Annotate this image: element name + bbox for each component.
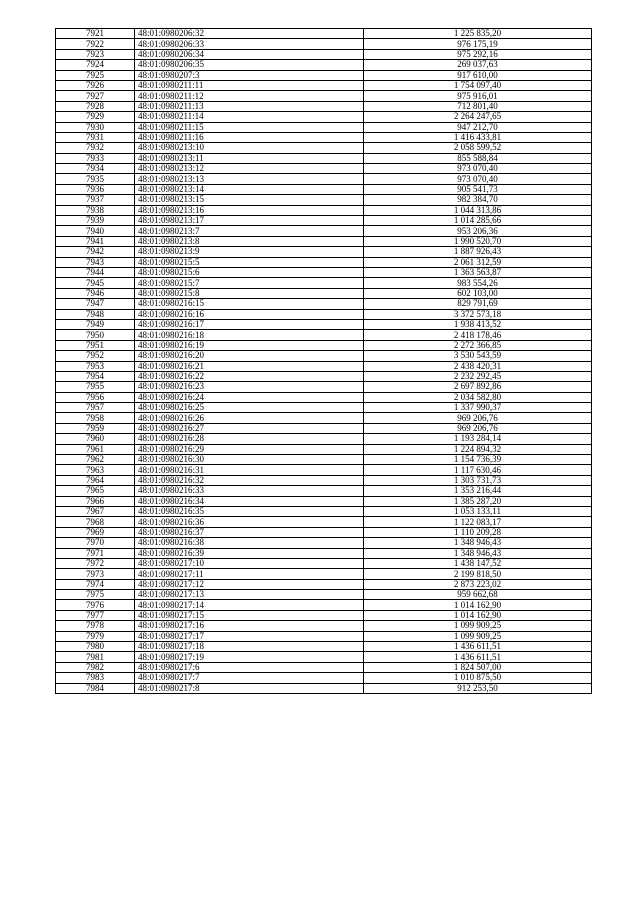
- cadastral-number-cell: 48:01:0980213:17: [135, 216, 364, 226]
- cadastral-value-cell: 917 610,00: [364, 70, 592, 80]
- cadastral-number-cell: 48:01:0980216:36: [135, 517, 364, 527]
- cadastral-value-cell: 269 037,63: [364, 60, 592, 70]
- cadastral-number-cell: 48:01:0980217:18: [135, 642, 364, 652]
- row-number-cell: 7963: [56, 465, 135, 475]
- cadastral-number-cell: 48:01:0980217:16: [135, 621, 364, 631]
- cadastral-value-cell: 1 990 520,70: [364, 236, 592, 246]
- row-number-cell: 7924: [56, 60, 135, 70]
- table-row: [56, 278, 592, 288]
- row-number-cell: 7927: [56, 91, 135, 101]
- cadastral-number-cell: 48:01:0980216:18: [135, 330, 364, 340]
- cadastral-value-cell: 1 438 147,52: [364, 558, 592, 568]
- cadastral-value-cell: 855 588,84: [364, 153, 592, 163]
- table-row: [56, 205, 592, 215]
- row-number-cell: 7983: [56, 673, 135, 683]
- table-row: [56, 195, 592, 205]
- cadastral-value-cell: 959 662,68: [364, 590, 592, 600]
- table-row: [56, 247, 592, 257]
- row-number-cell: 7965: [56, 486, 135, 496]
- cadastral-value-cell: 975 292,16: [364, 49, 592, 59]
- row-number-cell: 7958: [56, 413, 135, 423]
- cadastral-value-cell: 2 232 292,45: [364, 371, 592, 381]
- cadastral-value-cell: 1 154 736,39: [364, 455, 592, 465]
- cadastral-number-cell: 48:01:0980216:31: [135, 465, 364, 475]
- table-row: [56, 216, 592, 226]
- cadastral-value-cell: 2 058 599,52: [364, 143, 592, 153]
- table-row: [56, 257, 592, 267]
- row-number-cell: 7929: [56, 112, 135, 122]
- cadastral-value-cell: 1 824 507,00: [364, 662, 592, 672]
- cadastral-number-cell: 48:01:0980213:11: [135, 153, 364, 163]
- cadastral-value-cell: 905 541,73: [364, 184, 592, 194]
- table-row: [56, 673, 592, 683]
- cadastral-number-cell: 48:01:0980211:13: [135, 101, 364, 111]
- cadastral-number-cell: 48:01:0980217:19: [135, 652, 364, 662]
- cadastral-value-cell: 3 530 543,59: [364, 351, 592, 361]
- cadastral-value-cell: 2 264 247,65: [364, 112, 592, 122]
- cadastral-value-cell: 1 348 946,43: [364, 548, 592, 558]
- table-row: [56, 60, 592, 70]
- table-row: [56, 309, 592, 319]
- table-row: [56, 662, 592, 672]
- cadastral-value-cell: 2 272 366,85: [364, 340, 592, 350]
- row-number-cell: 7923: [56, 49, 135, 59]
- cadastral-value-cell: 2 438 420,31: [364, 361, 592, 371]
- cadastral-number-cell: 48:01:0980211:16: [135, 132, 364, 142]
- row-number-cell: 7934: [56, 164, 135, 174]
- cadastral-number-cell: 48:01:0980211:14: [135, 112, 364, 122]
- cadastral-value-cell: 1 353 216,44: [364, 486, 592, 496]
- cadastral-value-cell: 1 416 433,81: [364, 132, 592, 142]
- row-number-cell: 7952: [56, 351, 135, 361]
- cadastral-value-cell: 1 110 209,28: [364, 527, 592, 537]
- cadastral-number-cell: 48:01:0980216:21: [135, 361, 364, 371]
- row-number-cell: 7932: [56, 143, 135, 153]
- cadastral-value-cell: 1 014 162,90: [364, 610, 592, 620]
- row-number-cell: 7956: [56, 392, 135, 402]
- row-number-cell: 7939: [56, 216, 135, 226]
- row-number-cell: 7968: [56, 517, 135, 527]
- cadastral-number-cell: 48:01:0980216:39: [135, 548, 364, 558]
- table-row: [56, 527, 592, 537]
- cadastral-value-cell: 1 099 909,25: [364, 621, 592, 631]
- cadastral-value-cell: 975 916,01: [364, 91, 592, 101]
- row-number-cell: 7930: [56, 122, 135, 132]
- row-number-cell: 7933: [56, 153, 135, 163]
- cadastral-value-cell: 983 554,26: [364, 278, 592, 288]
- table-row: [56, 184, 592, 194]
- table-row: [56, 486, 592, 496]
- row-number-cell: 7957: [56, 403, 135, 413]
- table-row: [56, 143, 592, 153]
- cadastral-value-cell: 2 697 892,86: [364, 382, 592, 392]
- cadastral-value-cell: 1 363 563,87: [364, 267, 592, 277]
- row-number-cell: 7969: [56, 527, 135, 537]
- table-row: [56, 112, 592, 122]
- cadastral-value-cell: 1 938 413,52: [364, 319, 592, 329]
- row-number-cell: 7978: [56, 621, 135, 631]
- table-row: [56, 371, 592, 381]
- cadastral-value-cell: 712 801,40: [364, 101, 592, 111]
- cadastral-value-cell: 1 193 284,14: [364, 434, 592, 444]
- row-number-cell: 7931: [56, 132, 135, 142]
- cadastral-number-cell: 48:01:0980216:30: [135, 455, 364, 465]
- cadastral-number-cell: 48:01:0980216:32: [135, 475, 364, 485]
- cadastral-number-cell: 48:01:0980206:35: [135, 60, 364, 70]
- cadastral-number-cell: 48:01:0980216:24: [135, 392, 364, 402]
- cadastral-value-cell: 1 303 731,73: [364, 475, 592, 485]
- table-row: [56, 569, 592, 579]
- row-number-cell: 7964: [56, 475, 135, 485]
- cadastral-number-cell: 48:01:0980216:15: [135, 299, 364, 309]
- cadastral-number-cell: 48:01:0980216:33: [135, 486, 364, 496]
- cadastral-number-cell: 48:01:0980213:14: [135, 184, 364, 194]
- cadastral-value-cell: 973 070,40: [364, 164, 592, 174]
- row-number-cell: 7950: [56, 330, 135, 340]
- table-row: [56, 340, 592, 350]
- row-number-cell: 7922: [56, 39, 135, 49]
- row-number-cell: 7979: [56, 631, 135, 641]
- table-row: [56, 600, 592, 610]
- cadastral-number-cell: 48:01:0980217:15: [135, 610, 364, 620]
- table-row: [56, 538, 592, 548]
- row-number-cell: 7976: [56, 600, 135, 610]
- cadastral-value-cell: 1 117 630,46: [364, 465, 592, 475]
- cadastral-number-cell: 48:01:0980211:15: [135, 122, 364, 132]
- table-body: [56, 29, 592, 694]
- table-row: [56, 413, 592, 423]
- table-row: [56, 330, 592, 340]
- cadastral-number-cell: 48:01:0980215:5: [135, 257, 364, 267]
- row-number-cell: 7938: [56, 205, 135, 215]
- cadastral-number-cell: 48:01:0980206:34: [135, 49, 364, 59]
- cadastral-value-cell: 973 070,40: [364, 174, 592, 184]
- row-number-cell: 7942: [56, 247, 135, 257]
- cadastral-number-cell: 48:01:0980216:34: [135, 496, 364, 506]
- row-number-cell: 7940: [56, 226, 135, 236]
- table-row: [56, 132, 592, 142]
- row-number-cell: 7961: [56, 444, 135, 454]
- row-number-cell: 7955: [56, 382, 135, 392]
- table-row: [56, 631, 592, 641]
- cadastral-number-cell: 48:01:0980217:10: [135, 558, 364, 568]
- cadastral-number-cell: 48:01:0980217:13: [135, 590, 364, 600]
- cadastral-number-cell: 48:01:0980215:8: [135, 288, 364, 298]
- cadastral-value-cell: 969 206,76: [364, 423, 592, 433]
- table-row: [56, 496, 592, 506]
- row-number-cell: 7945: [56, 278, 135, 288]
- row-number-cell: 7975: [56, 590, 135, 600]
- cadastral-number-cell: 48:01:0980211:11: [135, 80, 364, 90]
- table-row: [56, 49, 592, 59]
- row-number-cell: 7982: [56, 662, 135, 672]
- row-number-cell: 7972: [56, 558, 135, 568]
- cadastral-value-cell: 1 754 097,40: [364, 80, 592, 90]
- row-number-cell: 7948: [56, 309, 135, 319]
- row-number-cell: 7954: [56, 371, 135, 381]
- cadastral-number-cell: 48:01:0980211:12: [135, 91, 364, 101]
- cadastral-number-cell: 48:01:0980216:38: [135, 538, 364, 548]
- row-number-cell: 7981: [56, 652, 135, 662]
- cadastral-value-cell: 1 099 909,25: [364, 631, 592, 641]
- table-row: [56, 122, 592, 132]
- cadastral-number-cell: 48:01:0980216:17: [135, 319, 364, 329]
- cadastral-value-cell: 1 053 133,11: [364, 506, 592, 516]
- table-row: [56, 70, 592, 80]
- table-row: [56, 361, 592, 371]
- cadastral-number-cell: 48:01:0980206:33: [135, 39, 364, 49]
- cadastral-value-cell: 3 372 573,18: [364, 309, 592, 319]
- cadastral-value-cell: 1 436 611,51: [364, 642, 592, 652]
- row-number-cell: 7936: [56, 184, 135, 194]
- cadastral-number-cell: 48:01:0980216:27: [135, 423, 364, 433]
- cadastral-value-cell: 1 044 313,86: [364, 205, 592, 215]
- row-number-cell: 7935: [56, 174, 135, 184]
- cadastral-value-cell: 1 348 946,43: [364, 538, 592, 548]
- table-row: [56, 548, 592, 558]
- cadastral-value-cell: 1 385 287,20: [364, 496, 592, 506]
- row-number-cell: 7921: [56, 29, 135, 39]
- row-number-cell: 7949: [56, 319, 135, 329]
- cadastral-number-cell: 48:01:0980216:25: [135, 403, 364, 413]
- cadastral-number-cell: 48:01:0980217:8: [135, 683, 364, 693]
- table-row: [56, 683, 592, 693]
- table-row: [56, 455, 592, 465]
- row-number-cell: 7974: [56, 579, 135, 589]
- table-row: [56, 288, 592, 298]
- cadastral-number-cell: 48:01:0980213:9: [135, 247, 364, 257]
- table-row: [56, 164, 592, 174]
- cadastral-number-cell: 48:01:0980216:29: [135, 444, 364, 454]
- row-number-cell: 7971: [56, 548, 135, 558]
- table-row: [56, 579, 592, 589]
- table-row: [56, 403, 592, 413]
- cadastral-number-cell: 48:01:0980217:12: [135, 579, 364, 589]
- row-number-cell: 7967: [56, 506, 135, 516]
- table-row: [56, 382, 592, 392]
- row-number-cell: 7959: [56, 423, 135, 433]
- cadastral-value-cell: 829 791,69: [364, 299, 592, 309]
- row-number-cell: 7944: [56, 267, 135, 277]
- row-number-cell: 7966: [56, 496, 135, 506]
- cadastral-number-cell: 48:01:0980213:15: [135, 195, 364, 205]
- cadastral-number-cell: 48:01:0980216:20: [135, 351, 364, 361]
- cadastral-number-cell: 48:01:0980216:28: [135, 434, 364, 444]
- cadastral-number-cell: 48:01:0980215:6: [135, 267, 364, 277]
- row-number-cell: 7928: [56, 101, 135, 111]
- row-number-cell: 7962: [56, 455, 135, 465]
- table-row: [56, 434, 592, 444]
- cadastral-value-cell: 969 206,76: [364, 413, 592, 423]
- row-number-cell: 7947: [56, 299, 135, 309]
- table-row: [56, 236, 592, 246]
- cadastral-value-cell: 1 122 083,17: [364, 517, 592, 527]
- table-row: [56, 610, 592, 620]
- row-number-cell: 7980: [56, 642, 135, 652]
- row-number-cell: 7943: [56, 257, 135, 267]
- cadastral-number-cell: 48:01:0980216:26: [135, 413, 364, 423]
- table-row: [56, 351, 592, 361]
- row-number-cell: 7937: [56, 195, 135, 205]
- table-row: [56, 101, 592, 111]
- cadastral-value-cell: 1 224 894,32: [364, 444, 592, 454]
- row-number-cell: 7984: [56, 683, 135, 693]
- row-number-cell: 7953: [56, 361, 135, 371]
- row-number-cell: 7951: [56, 340, 135, 350]
- cadastral-number-cell: 48:01:0980213:10: [135, 143, 364, 153]
- table-row: [56, 153, 592, 163]
- table-row: [56, 642, 592, 652]
- cadastral-value-cell: 1 014 162,90: [364, 600, 592, 610]
- table-row: [56, 91, 592, 101]
- table-row: [56, 299, 592, 309]
- cadastral-number-cell: 48:01:0980217:14: [135, 600, 364, 610]
- table-row: [56, 226, 592, 236]
- table-row: [56, 621, 592, 631]
- cadastral-value-cell: 1 010 875,50: [364, 673, 592, 683]
- cadastral-number-cell: 48:01:0980217:7: [135, 673, 364, 683]
- table-row: [56, 465, 592, 475]
- cadastral-number-cell: 48:01:0980216:37: [135, 527, 364, 537]
- cadastral-value-cell: 1 225 835,20: [364, 29, 592, 39]
- cadastral-number-cell: 48:01:0980213:8: [135, 236, 364, 246]
- row-number-cell: 7960: [56, 434, 135, 444]
- table-row: [56, 267, 592, 277]
- cadastral-value-cell: 1 337 990,37: [364, 403, 592, 413]
- cadastral-value-cell: 2 418 178,46: [364, 330, 592, 340]
- table-row: [56, 444, 592, 454]
- cadastral-value-cell: 2 199 818,50: [364, 569, 592, 579]
- cadastral-number-cell: 48:01:0980213:16: [135, 205, 364, 215]
- table-row: [56, 80, 592, 90]
- cadastral-number-cell: 48:01:0980215:7: [135, 278, 364, 288]
- cadastral-value-cell: 2 873 223,02: [364, 579, 592, 589]
- table-row: [56, 174, 592, 184]
- row-number-cell: 7973: [56, 569, 135, 579]
- table-row: [56, 392, 592, 402]
- cadastral-value-table: [55, 28, 592, 694]
- row-number-cell: 7926: [56, 80, 135, 90]
- table-row: [56, 319, 592, 329]
- row-number-cell: 7946: [56, 288, 135, 298]
- cadastral-number-cell: 48:01:0980216:35: [135, 506, 364, 516]
- cadastral-value-cell: 1 887 926,43: [364, 247, 592, 257]
- cadastral-value-cell: 2 061 312,59: [364, 257, 592, 267]
- cadastral-number-cell: 48:01:0980216:22: [135, 371, 364, 381]
- cadastral-number-cell: 48:01:0980207:3: [135, 70, 364, 80]
- table-row: [56, 590, 592, 600]
- table-row: [56, 517, 592, 527]
- cadastral-number-cell: 48:01:0980217:17: [135, 631, 364, 641]
- cadastral-number-cell: 48:01:0980216:23: [135, 382, 364, 392]
- cadastral-number-cell: 48:01:0980217:11: [135, 569, 364, 579]
- cadastral-value-cell: 982 384,70: [364, 195, 592, 205]
- table-row: [56, 558, 592, 568]
- table-row: [56, 475, 592, 485]
- cadastral-number-cell: 48:01:0980216:16: [135, 309, 364, 319]
- table-row: [56, 423, 592, 433]
- cadastral-number-cell: 48:01:0980217:6: [135, 662, 364, 672]
- table-row: [56, 652, 592, 662]
- cadastral-value-cell: 1 436 611,51: [364, 652, 592, 662]
- cadastral-value-cell: 912 253,50: [364, 683, 592, 693]
- cadastral-number-cell: 48:01:0980213:13: [135, 174, 364, 184]
- cadastral-value-cell: 976 175,19: [364, 39, 592, 49]
- row-number-cell: 7925: [56, 70, 135, 80]
- cadastral-value-cell: 947 212,70: [364, 122, 592, 132]
- cadastral-number-cell: 48:01:0980213:7: [135, 226, 364, 236]
- cadastral-value-cell: 1 014 285,66: [364, 216, 592, 226]
- row-number-cell: 7941: [56, 236, 135, 246]
- table-row: [56, 506, 592, 516]
- cadastral-value-cell: 2 034 582,80: [364, 392, 592, 402]
- cadastral-value-cell: 602 103,00: [364, 288, 592, 298]
- table-row: [56, 39, 592, 49]
- row-number-cell: 7977: [56, 610, 135, 620]
- table-row: [56, 29, 592, 39]
- cadastral-number-cell: 48:01:0980206:32: [135, 29, 364, 39]
- cadastral-value-cell: 953 206,36: [364, 226, 592, 236]
- row-number-cell: 7970: [56, 538, 135, 548]
- cadastral-number-cell: 48:01:0980213:12: [135, 164, 364, 174]
- cadastral-number-cell: 48:01:0980216:19: [135, 340, 364, 350]
